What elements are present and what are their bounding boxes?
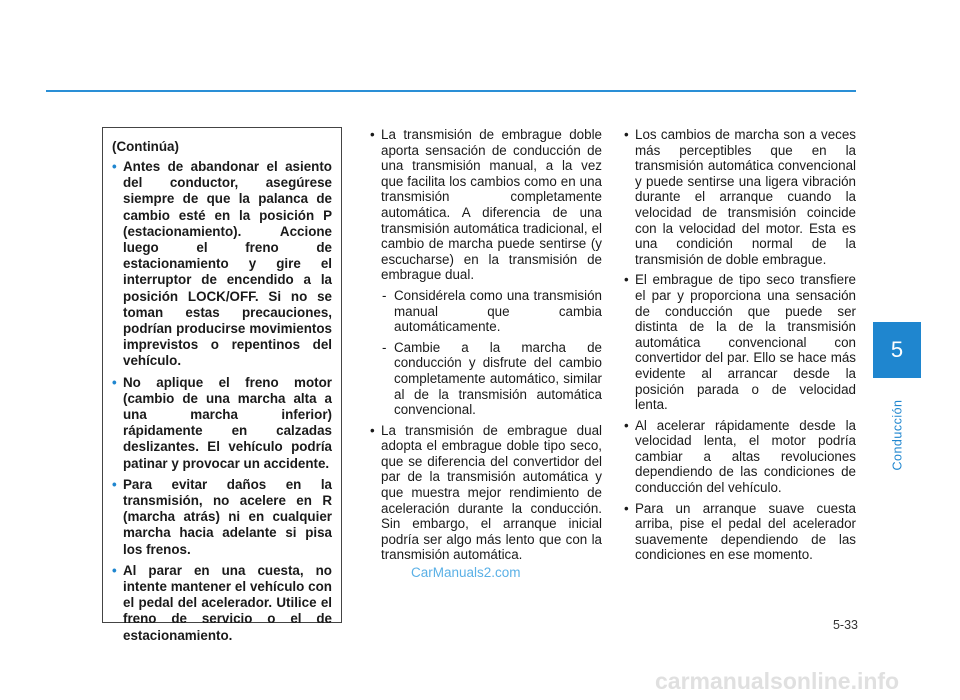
dash-icon: - — [382, 287, 387, 303]
dash-icon: - — [382, 339, 387, 355]
text-column-2 — [370, 127, 602, 568]
warning-item: • Para evitar daños en la transmisión, no acelere en R (marcha atrás) ni en cualquier marcha hacia adelante si pisa los frenos. — [112, 476, 332, 557]
bullet-icon: • — [370, 127, 375, 142]
watermark-small: CarManuals2.com — [411, 565, 521, 580]
warning-item: • Al parar en una cuesta, no intente mantener el vehículo con el pedal del acelerador. Utilice el freno de servicio o el de estacionamiento. — [112, 562, 332, 643]
bullet-icon: • — [112, 476, 117, 492]
bullet-item: • Los cambios de marcha son a veces más perceptibles que en la transmisión automática convencional y puede sentirse una ligera vibración durante el arranque cuando la velocidad de transmisión coincide con la velocidad del motor. Esta es una condición normal de la transmisión de doble embrague. — [624, 127, 856, 267]
text-column-3 — [624, 127, 856, 568]
bullet-icon: • — [624, 500, 629, 516]
header-rule — [46, 90, 856, 92]
chapter-number: 5 — [890, 337, 904, 362]
bullet-icon: • — [112, 374, 117, 390]
bullet-icon: • — [370, 422, 375, 438]
bullet-icon: • — [624, 417, 629, 433]
warning-heading: (Continúa) — [112, 139, 179, 154]
chapter-title-vertical — [884, 385, 910, 485]
warning-box — [102, 127, 342, 643]
bullet-item: • La transmisión de embrague doble aporta sensación de conducción de una transmisión manual, a la vez que facilita los cambios como en una transmisión completamente automática. A diferencia de una transmisión automática tradicional, el cambio de marcha puede sentirse (y escucharse) en la transmisión de embrague dual. — [370, 127, 602, 283]
bullet-item: • Al acelerar rápidamente desde la velocidad lenta, el motor podría cambiar a altas revoluciones dependiendo de las condiciones de conducción del vehículo. — [624, 417, 856, 496]
bullet-icon: • — [624, 272, 629, 288]
warning-item: • Antes de abandonar el asiento del conductor, asegúrese siempre de que la palanca de cambio esté en la posición P (estacionamiento). Accione luego el freno de estacionamiento y gire el interruptor de encendido a la posición LOCK/OFF. Si no se toman estas precauciones, podrían producirse movimientos imprevistos o repentinos del vehículo. — [112, 159, 332, 369]
bullet-item: • La transmisión de embrague dual adopta el embrague doble tipo seco, que se diferencia del convertidor del par de la transmisión automática y que muestra mejor rendimiento de aceleración durante la conducción. Sin embargo, el arranque inicial podría ser algo más lento que con la transmisión automática. — [370, 422, 602, 563]
chapter-tab — [873, 322, 921, 378]
chapter-title: Conducción — [890, 399, 905, 471]
bullet-icon: • — [112, 562, 117, 578]
watermark-large: carmanualsonline.info — [655, 668, 900, 694]
warning-item: • No aplique el freno motor (cambio de una marcha alta a una marcha inferior) rápidamente en calzadas deslizantes. El vehículo podría patinar y provocar un accidente. — [112, 374, 332, 471]
bullet-icon: • — [624, 127, 629, 142]
bullet-item: • El embrague de tipo seco transfiere el par y proporciona una sensación de conducción que puede ser distinta de la de la transmisión automática convencional con convertidor del par. Ello se hace más evidente al arrancar desde la posición parada o de velocidad lenta. — [624, 272, 856, 413]
page-number: 5-33 — [832, 618, 858, 632]
bullet-icon: • — [112, 159, 117, 174]
dash-item: - Considérela como una transmisión manual que cambia automáticamente. — [382, 287, 602, 335]
bullet-item: • Para un arranque suave cuesta arriba, pise el pedal del acelerador suavemente dependiendo de las condiciones en ese momento. — [624, 500, 856, 563]
dash-item: - Cambie a la marcha de conducción y disfrute del cambio completamente automático, similar al de la transmisión automática convencional. — [382, 339, 602, 418]
